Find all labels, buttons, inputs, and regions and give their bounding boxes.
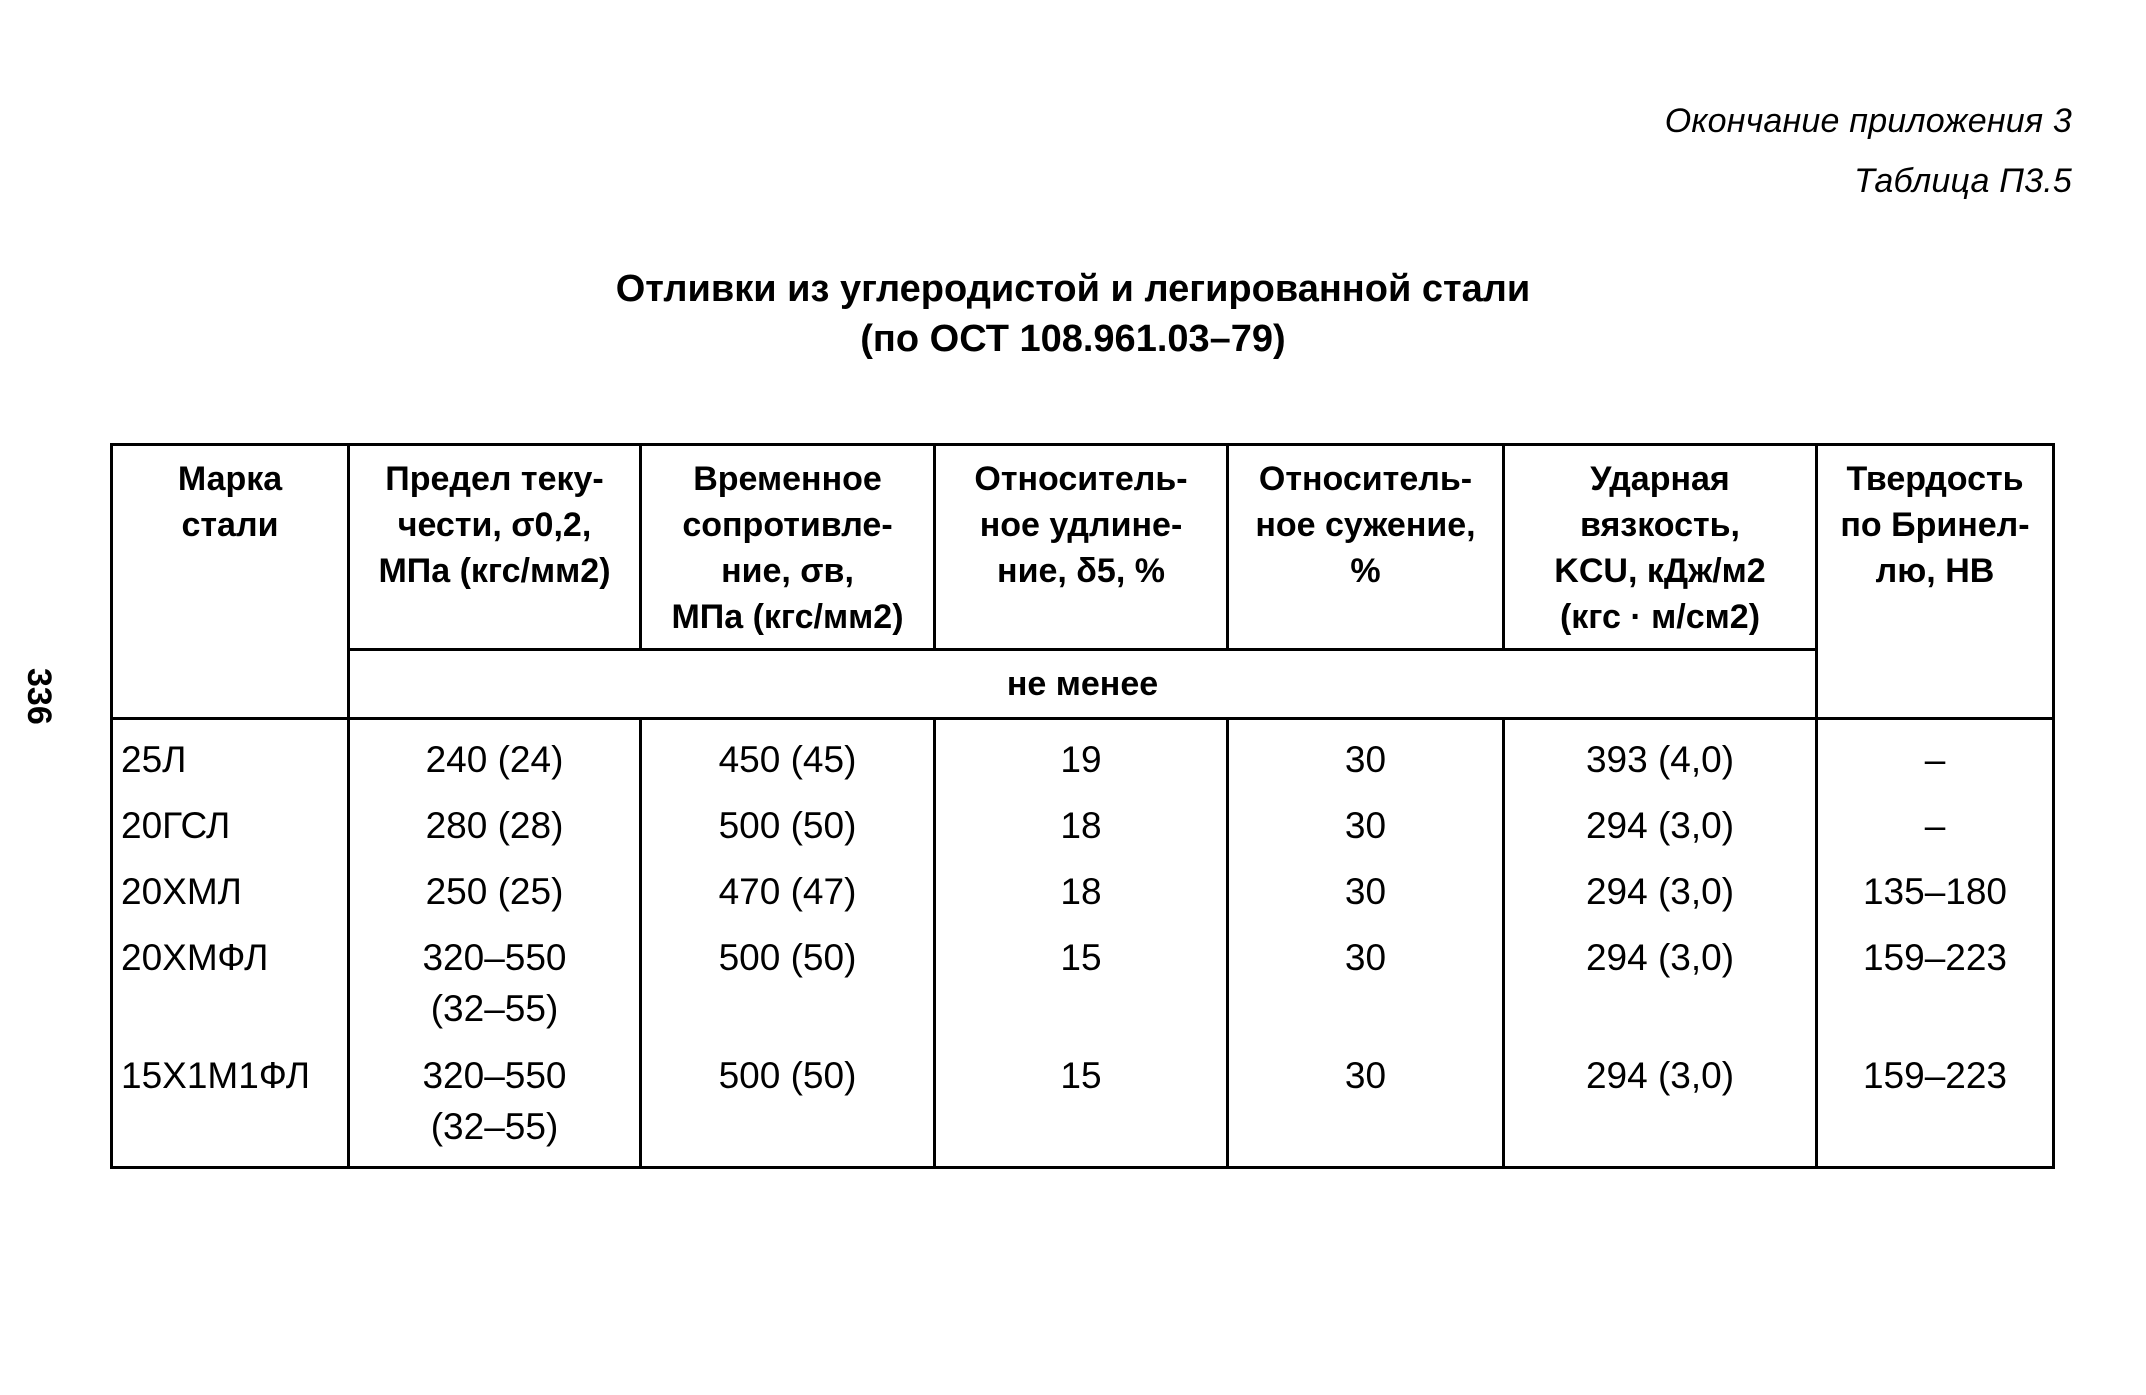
page-number: 336 <box>20 668 58 725</box>
cell-yield: 320–550 (32–55) <box>349 1036 641 1168</box>
col-header-reduction-of-area: Относитель- ное сужение, % <box>1228 445 1504 650</box>
table-row <box>112 1036 2054 1168</box>
table-standard: (по ОСТ 108.961.03–79) <box>860 318 1286 360</box>
cell-elongation: 15 <box>935 918 1228 1036</box>
cell-impact: 393 (4,0) <box>1504 719 1817 787</box>
col-header-yield-strength: Предел теку- чести, σ0,2, МПа (кгс/мм2) <box>349 445 641 650</box>
table-row <box>112 852 2054 918</box>
table-row <box>112 786 2054 852</box>
appendix-note: Окончание приложения 3 <box>1664 102 2072 140</box>
cell-hardness: 159–223 <box>1817 918 2054 1036</box>
subheader-minimum: не менее <box>349 650 1817 719</box>
col-header-tensile-strength: Временное сопротивле- ние, σв, МПа (кгс/мм2) <box>641 445 935 650</box>
cell-impact: 294 (3,0) <box>1504 786 1817 852</box>
cell-reduction: 30 <box>1228 1036 1504 1168</box>
cell-reduction: 30 <box>1228 852 1504 918</box>
cell-grade: 20ГСЛ <box>112 786 349 852</box>
cell-grade: 20ХМФЛ <box>112 918 349 1036</box>
cell-yield: 280 (28) <box>349 786 641 852</box>
cell-elongation: 18 <box>935 786 1228 852</box>
cell-impact: 294 (3,0) <box>1504 1036 1817 1168</box>
col-header-impact-toughness: Ударная вязкость, KCU, кДж/м2 (кгс · м/см2) <box>1504 445 1817 650</box>
cell-tensile: 450 (45) <box>641 719 935 787</box>
table-title: Отливки из углеродистой и легированной стали <box>615 268 1531 310</box>
cell-elongation: 15 <box>935 1036 1228 1168</box>
cell-hardness: – <box>1817 786 2054 852</box>
cell-elongation: 18 <box>935 852 1228 918</box>
cell-yield: 240 (24) <box>349 719 641 787</box>
cell-reduction: 30 <box>1228 918 1504 1036</box>
cell-hardness: – <box>1817 719 2054 787</box>
cell-tensile: 500 (50) <box>641 786 935 852</box>
cell-reduction: 30 <box>1228 786 1504 852</box>
cell-grade: 15Х1М1ФЛ <box>112 1036 349 1168</box>
cell-yield: 320–550 (32–55) <box>349 918 641 1036</box>
cell-impact: 294 (3,0) <box>1504 918 1817 1036</box>
cell-grade: 20ХМЛ <box>112 852 349 918</box>
header-row <box>112 445 2054 650</box>
cell-tensile: 500 (50) <box>641 1036 935 1168</box>
cell-tensile: 470 (47) <box>641 852 935 918</box>
col-header-elongation: Относитель- ное удлине- ние, δ5, % <box>935 445 1228 650</box>
col-header-brinell-hardness: Твердость по Бринел- лю, НВ <box>1817 445 2054 719</box>
table-row <box>112 719 2054 787</box>
cell-tensile: 500 (50) <box>641 918 935 1036</box>
cell-elongation: 19 <box>935 719 1228 787</box>
col-header-steel-grade: Марка стали <box>112 445 349 719</box>
cell-hardness: 159–223 <box>1817 1036 2054 1168</box>
cell-impact: 294 (3,0) <box>1504 852 1817 918</box>
cell-grade: 25Л <box>112 719 349 787</box>
table-number: Таблица П3.5 <box>1854 162 2072 200</box>
table-row <box>112 918 2054 1036</box>
steel-properties-table <box>110 443 2055 1169</box>
cell-yield: 250 (25) <box>349 852 641 918</box>
cell-reduction: 30 <box>1228 719 1504 787</box>
cell-hardness: 135–180 <box>1817 852 2054 918</box>
subheader-row <box>112 650 2054 719</box>
